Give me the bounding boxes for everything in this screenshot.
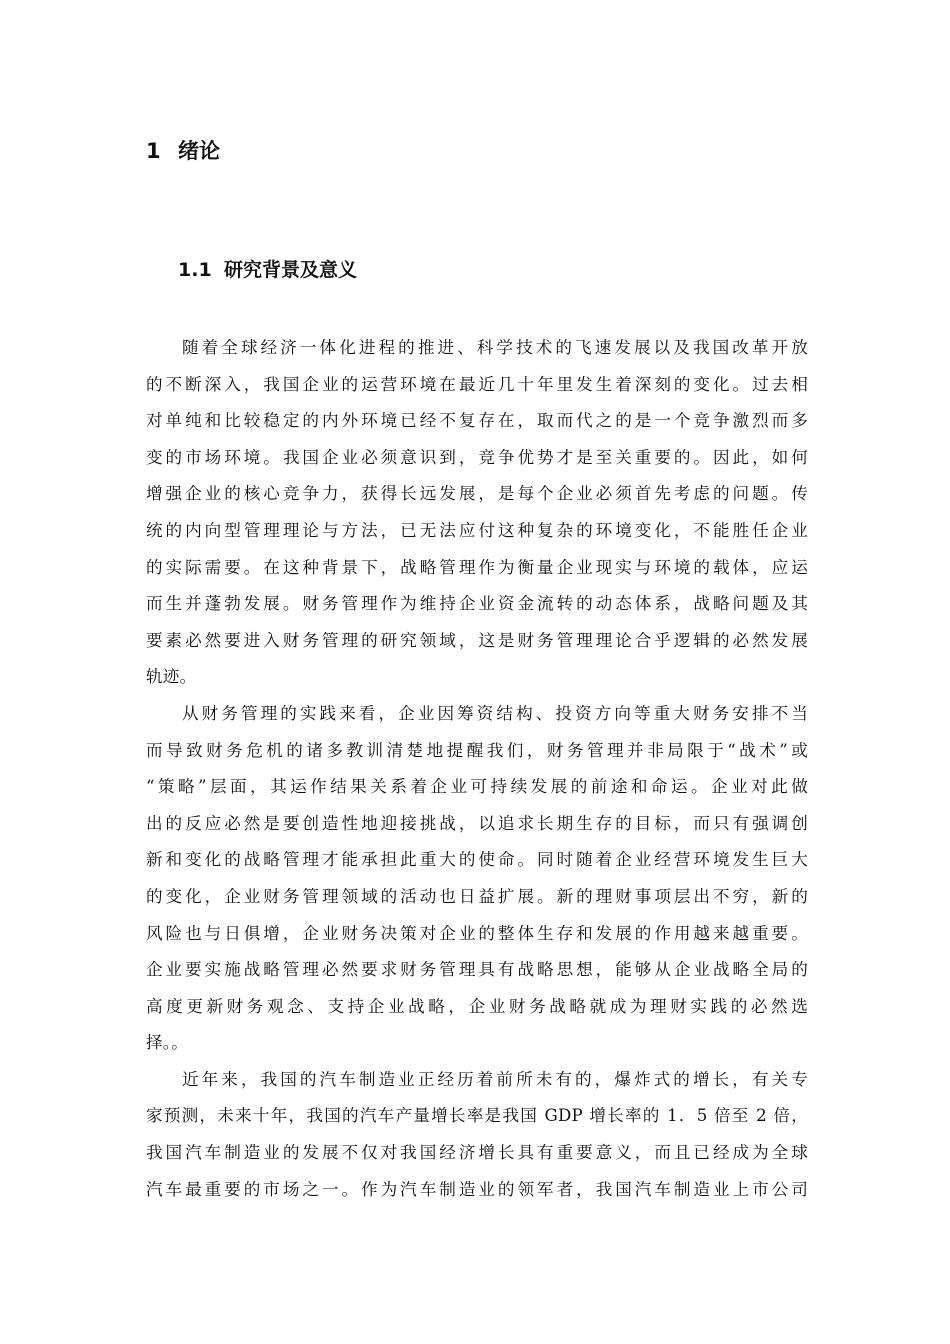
text-line: 要素必然要进入财务管理的研究领域，这是财务管理理论合乎逻辑的必然发展 — [146, 630, 808, 650]
text-line: 而生并蓬勃发展。财务管理作为维持企业资金流转的动态体系，战略问题及其 — [146, 594, 808, 614]
body-text — [146, 330, 808, 1208]
chapter-number: 1 — [146, 139, 161, 163]
text-line: “策略”层面，其运作结果关系着企业可持续发展的前途和命运。企业对此做 — [146, 777, 808, 797]
section-heading — [178, 256, 357, 284]
chapter-title: 绪论 — [178, 139, 220, 163]
text-line: 对单纯和比较稳定的内外环境已经不复存在，取而代之的是一个竞争激烈而多 — [146, 411, 808, 431]
chapter-heading — [146, 137, 220, 165]
text-line: 增强企业的核心竞争力，获得长远发展，是每个企业必须首先考虑的问题。传 — [146, 484, 808, 504]
text-line: 的实际需要。在这种背景下，战略管理作为衡量企业现实与环境的载体，应运 — [146, 557, 808, 577]
section-number: 1.1 — [178, 259, 212, 281]
text-line: 变的市场环境。我国企业必须意识到，竞争优势才是至关重要的。因此，如何 — [146, 447, 808, 467]
text-line: 我国汽车制造业的发展不仅对我国经济增长具有重要意义，而且已经成为全球 — [146, 1143, 808, 1163]
text-line: 近年来，我国的汽车制造业正经历着前所未有的，爆炸式的增长，有关专 — [182, 1069, 808, 1089]
text-line: 随着全球经济一体化进程的推进、科学技术的飞速发展以及我国改革开放 — [182, 338, 808, 357]
text-line: 出的反应必然是要创造性地迎接挑战，以追求长期生存的目标，而只有强调创 — [146, 813, 808, 833]
text-line: 高度更新财务观念、支持企业战略，企业财务战略就成为理财实践的必然选 — [146, 996, 808, 1016]
paragraph-2 — [146, 696, 808, 1062]
text-line: 轨迹。 — [146, 667, 197, 687]
text-line: 而导致财务危机的诸多教训清楚地提醒我们，财务管理并非局限于“战术”或 — [146, 740, 808, 760]
text-line: 统的内向型管理理论与方法，已无法应付这种复杂的环境变化，不能胜任企业 — [146, 520, 808, 540]
text-line: 汽车最重要的市场之一。作为汽车制造业的领军者，我国汽车制造业上市公司 — [146, 1179, 808, 1199]
paragraph-3 — [146, 1062, 808, 1208]
text-line: 风险也与日俱增，企业财务决策对企业的整体生存和发展的作用越来越重要。 — [146, 923, 808, 943]
section-title: 研究背景及意义 — [224, 259, 358, 281]
text-line: 的不断深入，我国企业的运营环境在最近几十年里发生着深刻的变化。过去相 — [146, 374, 808, 394]
text-line: 择。。 — [146, 1033, 189, 1053]
text-line: 企业要实施战略管理必然要求财务管理具有战略思想，能够从企业战略全局的 — [146, 960, 808, 980]
paragraph-1 — [146, 330, 808, 696]
text-line: 从财务管理的实践来看，企业因筹资结构、投资方向等重大财务安排不当 — [182, 703, 808, 723]
text-line: 家预测，未来十年，我国的汽车产量增长率是我国 GDP 增长率的 1．5 倍至 2 倍， — [146, 1106, 808, 1126]
text-line: 的变化，企业财务管理领域的活动也日益扩展。新的理财事项层出不穷，新的 — [146, 886, 808, 906]
text-line: 新和变化的战略管理才能承担此重大的使命。同时随着企业经营环境发生巨大 — [146, 850, 808, 870]
